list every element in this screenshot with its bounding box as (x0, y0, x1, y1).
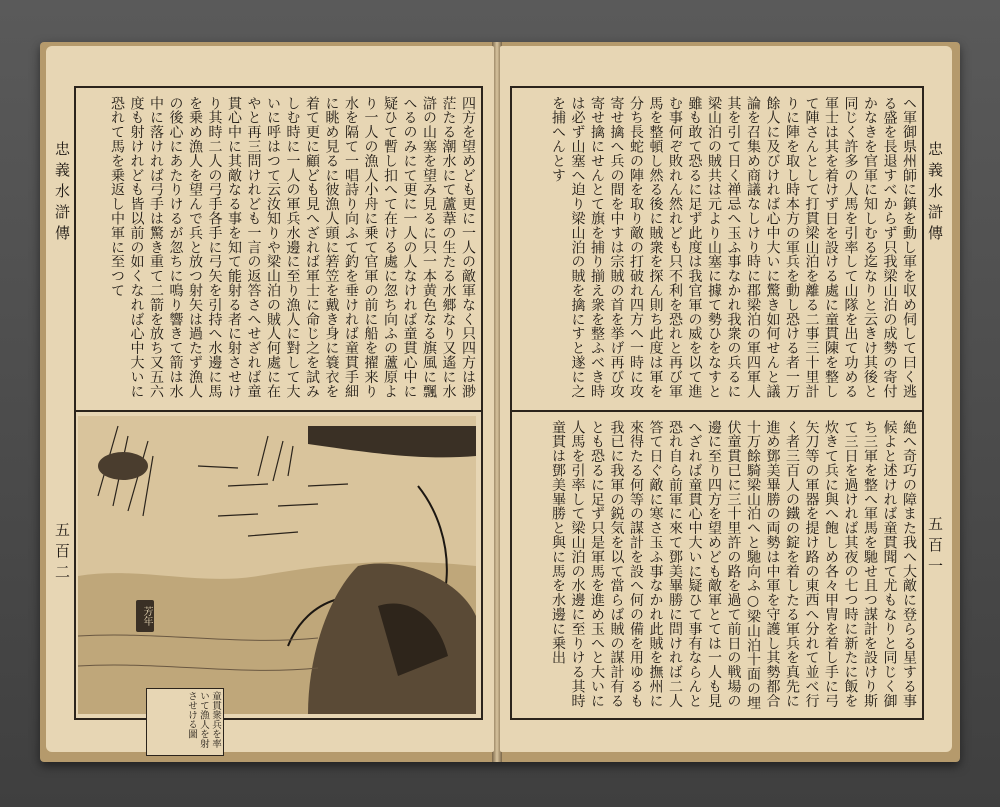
open-book (40, 42, 960, 762)
right-text-frame (510, 86, 924, 720)
right-body-text-upper: ヘ軍御県州師に鎮を動し軍を収め伺して曰く逃る盛を長退すべからず只我梁山泊の成勢の寄付かなきを官軍に知しむる迄なりと云きけ其後と同じく許多の人馬を引率して山隊を出て功める軍士は其を着けず日を設ける處に童貫陳を整して陣さんとして打貫梁山泊を離る二事三十里計りに陣を取し時本方の軍兵を動し恐ける者一万餘人に及びければ心中大いに驚き如何せんと議論を召集め商議なしけり時に郡梁泊の軍四軍人其を引て日く禅忌へ玉ふ事なかれ我衆の兵るに梁山泊の賊共は元より山塞に據て勢ひをなすと雖も敢て恐るに足ず此度は我官軍の威を以て進む事何ぞ敗れん然れども只不利を恐れと再び軍馬を整頓し然る後に賊衆を探ん則ち此度は軍を分ち長蛇の陣を取り敵の打破れ四方へ一時に攻寄せ擒へ兵の間を中すは宗賊の首を挙げ再び攻寄せ擒にせんとて旗を捕り揃え衆を整ふべき時は必ず山塞へ迫り梁山泊の賊を擒にすと遂に之を捕へんとす (550, 96, 917, 399)
right-body-text-lower: 絶へ奇巧の障また我へ大敵に登らる星する事候よと述ければ童貫聞て尤もなりと同じく御ち三軍を整へ軍馬を馳せ且つ謀計を設けり斯て三日を過ければ其夜の七つ時に新たに飯を炊きて兵に與へ飽しめ各々甲冑を着し手に弓矢刀等の軍器を提け路の東西へ分れて並べ行く者三百人の鐵の錠を着したる軍兵を真先に進め鄧美畢勝の両勢は中軍を守護し其勢都合十万餘騎梁山泊へと馳向ふ○梁山泊十面の埋伏童貫已に三十里許の路を過て前日の戦場の邊に至り四方を望めども敵軍とては一人も見へざれば童貫心中大いに疑ひて事有ならんと恐れ自ら前軍に來て鄧美畢勝に問ければ二人答て日ぐ敵に寒さ玉ふ事なかれ此賊を撫州に來得たる何等の謀計を設へ何の備を用ゆるも我已に我軍の鋭気を以て當らば賊の謀計有るとも恐るに足ず只是軍馬を進め玉へと大いに人馬を引率して梁山泊の水邊に至りける其時童貫は鄧美畢勝と與に馬を水邊に乗出 (550, 420, 917, 710)
illustration-caption: 童貫衆兵を率いて漁人を射させける圖 (146, 688, 224, 756)
left-text-frame (74, 86, 483, 748)
right-frame-divider (512, 410, 922, 412)
left-frame-divider (76, 410, 481, 412)
woodblock-illustration (78, 416, 476, 714)
left-body-text: 四方を望めども更に一人の敵軍なく只四方は渺茫たる潮水にて蘆葦の生たる水郷なり又遙に水滸の山塞を望み見るに只一本黄色なる旗風に飄へるのみにて更に一人の人なければ童貫心中に疑ひて暫し扣へて在ける處に忽ち向ふの蘆原より一人の漁人小舟に乗て官軍の前に船を擢来り水を隔て一唱詩り向ふて釣を垂ければ童貫手細に眺め見るに彼漁人頭に箬笠を戴き身に簑衣を着て更に顧ども見へざれば軍士に命じ之を試みしむ時に一人の軍兵水邊に至り漁人に對して大いに呼はつて云汝知りや梁山泊の賊人何處に在やと再三問けれども一言の返答さへせざれば童貫心中に其敵なる事を知て能射る者に射させけり其時二人の弓手各手に弓矢を引持へ水邊に馬を乗め漁人を望んで兵と放つ射矢は過たず漁人の後心にあたりけるが忽ちに鳴り響きて箭は水中に落ければ弓手は驚き重て二箭を放ち又五六度も射けれども皆以前の如くなれば心中大いに恐れて馬を乗返し中軍に至つて (109, 96, 476, 399)
left-page-number: 五百二 (53, 522, 71, 585)
artist-seal: 芳年 (136, 600, 154, 632)
right-page (500, 46, 952, 752)
left-running-title: 忠義水滸傳 (53, 141, 71, 246)
right-page-number: 五百一 (926, 516, 944, 579)
right-running-title: 忠義水滸傳 (926, 141, 944, 246)
left-page (46, 46, 494, 752)
